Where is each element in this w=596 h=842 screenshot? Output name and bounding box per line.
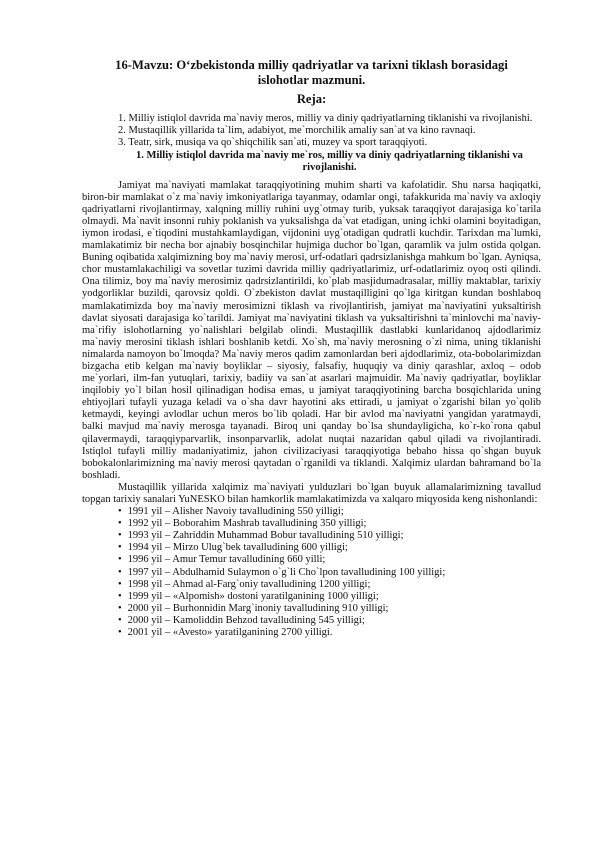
list-item-text: 1994 yil – Mirzo Ulug`bek tavalludining 600 yilligi; bbox=[127, 542, 348, 554]
list-item bbox=[118, 603, 541, 615]
bullet-icon: • bbox=[118, 518, 122, 530]
page-title: 16-Mavzu: O‘zbekistonda milliy qadriyatlar va tarixni tiklash borasidagi islohotlar mazmuni. bbox=[115, 58, 508, 87]
plan-list bbox=[82, 113, 541, 149]
plan-item: 2. Mustaqillik yillarida ta`lim, adabiyot, me`morchilik amaliy san`at va kino ravnaqi. bbox=[118, 125, 476, 137]
list-item-text: 1999 yil – «Alpomish» dostoni yaratilganining 1000 yilligi; bbox=[127, 590, 379, 602]
bullet-icon: • bbox=[118, 602, 122, 614]
bullet-icon: • bbox=[118, 530, 122, 542]
plan-item: 1. Milliy istiqlol davrida ma`naviy meros, milliy va diniy qadriyatlarning tiklanishi va rivojlanishi. bbox=[118, 113, 533, 125]
anniversary-list bbox=[82, 506, 541, 639]
list-item bbox=[118, 506, 541, 518]
list-item-text: 1991 yil – Alisher Navoiy tavalludining 550 yilligi; bbox=[127, 506, 344, 518]
bullet-icon: • bbox=[118, 590, 122, 602]
list-item bbox=[118, 567, 541, 579]
list-item bbox=[118, 554, 541, 566]
bullet-icon: • bbox=[118, 614, 122, 626]
bullet-icon: • bbox=[118, 566, 122, 578]
bullet-icon: • bbox=[118, 506, 122, 518]
list-item-text: 2001 yil – «Avesto» yaratilganining 2700 yilligi. bbox=[127, 627, 333, 639]
list-item bbox=[118, 542, 541, 554]
list-item bbox=[118, 530, 541, 542]
list-item bbox=[118, 591, 541, 603]
list-item bbox=[118, 518, 541, 530]
plan-item: 3. Teatr, sirk, musiqa va qo`shiqchilik san`ati, muzey va sport taraqqiyoti. bbox=[118, 137, 428, 149]
bullet-icon: • bbox=[118, 542, 122, 554]
bullet-icon: • bbox=[118, 578, 122, 590]
body-paragraph: Jamiyat ma`naviyati mamlakat taraqqiyotining muhim sharti va kafolatidir. Shu narsa haqiqatki, biron-bir mamlakat o`z ma`naviy imkoniyatlariga tayanmay, odamlar ongi, tafakkurida ma`naviy va axloqiy qadriyatlarni rivojlantirmay, xalqning milliy ruhini uyg`otmay turib, yuksak taraqqiyot darajasiga ko`tarila olmaydi. Ma`navit insonni ruhiy poklanish va yuksalishga da`vat etadigan, uning ichki olamini boyitadigan, iymon irodasi, e`tiqodini mustahkamlaydigan, vijdonini uyg`otadigan qudratli kuchdir. Tarixdan ma`lumki, mamlakatimiz bir necha bor ajnabiy bosqinchilar hujmiga duchor bo`lgan, qaramlik va julm ostida qolgan. Buning oqibatida xalqimizning boy ma`naviy merosi, urf-odatlari qadrsizlanishga mahkum bo`lgan. Ayniqsa, chor mustamlakachiligi va sovetlar tuzimi davrida milliy qadriyatlarimiz, urf-odatlarimiz oyoq osti qilindi. Ona tilimiz, boy ma`naviy merosimiz qadrsizlantirildi, ko`plab masjidumadrasalar, milliy maktablar, tarixiy yodgorliklar buzildi, qarovsiz qoldi. O`zbekiston davlat mustaqilligini qo`lga kiritgan kundan boshlaboq mamlakatimizda boy ma`naviy merosimizni tiklash va rivojlantirish, jamiyat ma`naviyatini yuksaltirish davlat siyosati darajasiga ko`tarildi. Jamiyat ma`naviyatini tiklash va yuksaltirishni ta`minlovchi ma`naviy-ma`rifiy islohotlarning yo`nalishlari belgilab olindi. Mustaqillik dastlabki kunlaridanoq ajdodlarimiz ma`naviy merosini tiklash ishlari boshlanib ketdi. Xo`sh, ma`naviy merosning o`zi nima, uning tiklanishi nimalarda namoyon bo`lmoqda? Ma`naviy meros qadim zamonlardan beri ajdodlarimiz, ota-bobolarimizdan bizgacha etib kelgan ma`naviy boyliklar – siyosiy, falsafiy, huquqiy va diniy qarashlar, axloq – odob me`yorlari, ilm-fan yutuqlari, tarixiy, badiiy va san`at asarlari majmuidir. Ma`naviy qadriyatlar, boyliklar inqilobiy yo`l bilan hosil qilinadigan hodisa emas, u jamiyat taraqqiyotining barcha bosqichlarida uning ehtiyojlari tufayli yuzaga keladi va o`sha davr hayotini aks ettiradi, u jamiyat o`zgarishi bilan yo`qolib ketmaydi, keyingi avlodlar uchun meros bo`lib qoladi. Har bir avlod ma`naviyatni yangidan yaratmaydi, balki mavjud ma`naviy merosga tayanadi. Biroq uni qanday bo`lsa shundayligicha, ko`r-ko`rona qabul qilavermaydi, taraqqiyparvarlik, insonparvarlik, adolat nuqtai nazaridan qabul qiladi va rivojlantiradi. Istiqlol tufayli milliy madaniyatimiz, jahon civilizaciyasi taraqqiyotiga bebaho hissa qo`shgan buyuk bobokalonlarimizning ma`naviy merosi qaytadan o`rganildi va tiklandi. Xalqimiz ulardan bahramand bo`la boshladi. bbox=[82, 179, 541, 481]
bullet-icon: • bbox=[118, 554, 122, 566]
list-item-text: 1992 yil – Boborahim Mashrab tavalludining 350 yilligi; bbox=[127, 518, 367, 530]
list-item-text: 1997 yil – Abdulhamid Sulaymon o`g`li Cho`lpon tavalludining 100 yilligi; bbox=[127, 566, 446, 578]
list-item-text: 1996 yil – Amur Temur tavalludining 660 yilli; bbox=[127, 554, 326, 566]
list-item-text: 1998 yil – Ahmad al-Farg`oniy tavalludining 1200 yilligi; bbox=[127, 578, 371, 590]
list-item-text: 2000 yil – Kamoliddin Behzod tavalludining 545 yilligi; bbox=[127, 614, 365, 626]
body-paragraph: Mustaqillik yillarida xalqimiz ma`naviyati yulduzlari bo`lgan buyuk allamalarimizning tavallud topgan tarixiy sanalari YuNESKO bilan hamkorlik mamlakatimizda va xalqaro miqyosida keng nishonlandi: bbox=[82, 481, 541, 505]
section-heading: 1. Milliy istiqlol davrida ma`naviy me`ros, milliy va diniy qadriyatlarning tiklanishi va rivojlanishi. bbox=[136, 150, 523, 174]
list-item-text: 2000 yil – Burhonnidin Marg`inoniy tavalludining 910 yilligi; bbox=[127, 602, 389, 614]
list-item bbox=[118, 627, 541, 639]
list-item-text: 1993 yil – Zahriddin Muhammad Bobur tavalludining 510 yilligi; bbox=[127, 530, 404, 542]
list-item bbox=[118, 615, 541, 627]
plan-heading: Reja: bbox=[296, 92, 327, 106]
list-item bbox=[118, 579, 541, 591]
bullet-icon: • bbox=[118, 627, 122, 639]
